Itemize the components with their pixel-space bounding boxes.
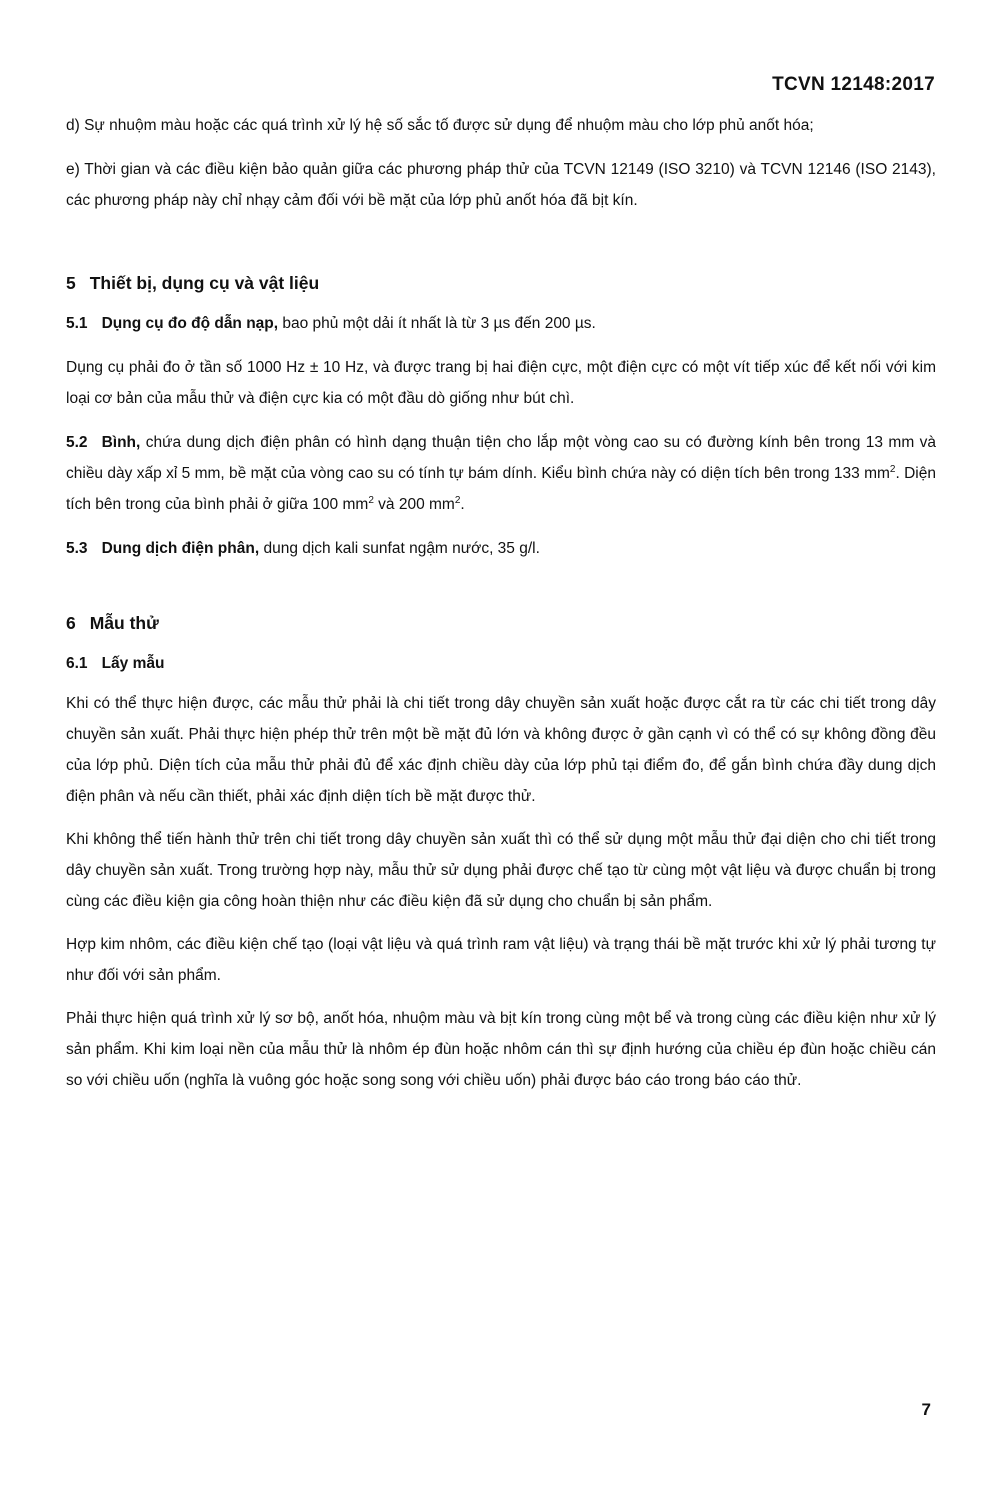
superscript: 2 xyxy=(889,463,896,475)
section-5-heading xyxy=(66,268,936,299)
clause-5-2 xyxy=(66,427,936,520)
clause-6-1-paragraph-4: Phải thực hiện quá trình xử lý sơ bộ, anốt hóa, nhuộm màu và bịt kín trong cùng một bể và trong cùng các điều kiện như xử lý sản phẩm. Khi kim loại nền của mẫu thử là nhôm ép đùn hoặc nhôm cán thì sự định hướng của chiều ép đùn hoặc chiều cán so với chiều uốn (nghĩa là vuông góc hoặc song song với chiều uốn) phải được báo cáo trong báo cáo thử. xyxy=(66,1010,936,1089)
clause-6-1-title: Lấy mẫu xyxy=(101,655,165,672)
page-number: 7 xyxy=(921,1400,931,1419)
section-6-heading xyxy=(66,608,936,639)
clause-5-1 xyxy=(66,308,936,339)
section-5-title: Thiết bị, dụng cụ và vật liệu xyxy=(89,273,320,293)
clause-5-3-number: 5.3 xyxy=(66,540,88,557)
clause-5-2-text-d: . xyxy=(460,496,465,513)
list-item-d: d) Sự nhuộm màu hoặc các quá trình xử lý hệ số sắc tố được sử dụng để nhuộm màu cho lớp phủ anốt hóa; xyxy=(66,117,814,134)
section-6-title: Mẫu thử xyxy=(89,613,159,633)
clause-6-1-number: 6.1 xyxy=(66,655,88,672)
clause-5-2-text-c: và 200 mm xyxy=(373,496,455,513)
superscript: 2 xyxy=(368,494,374,506)
clause-6-1-paragraph-1: Khi có thể thực hiện được, các mẫu thử phải là chi tiết trong dây chuyền sản xuất hoặc được cắt ra từ các chi tiết trong dây chuyền sản xuất. Phải thực hiện phép thử trên một bề mặt đủ lớn và không được ở gần cạnh vì có thể có sự không đồng đều của lớp phủ. Diện tích của mẫu thử phải đủ để xác định chiều dày của lớp phủ tại điểm đo, để gắn bình chứa đầy dung dịch điện phân và nếu cần thiết, phải xác định diện tích bề mặt được thử. xyxy=(66,695,936,805)
clause-5-2-term: Bình, xyxy=(101,434,141,451)
section-6-number: 6 xyxy=(66,613,76,633)
clause-5-2-text-a: chứa dung dịch điện phân có hình dạng thuận tiện cho lắp một vòng cao su có đường kính bên trong 13 mm và chiều dày xấp xỉ 5 mm, bề mặt của vòng cao su có tính tự bám dính. Kiểu bình chứa này có diện tích bên trong 133 mm xyxy=(66,434,936,482)
clause-6-1-heading xyxy=(66,648,936,679)
clause-5-1-number: 5.1 xyxy=(66,315,88,332)
superscript: 2 xyxy=(454,494,461,506)
clause-6-1-paragraph-2: Khi không thể tiến hành thử trên chi tiết trong dây chuyền sản xuất thì có thể sử dụng một mẫu thử đại diện cho chi tiết trong dây chuyền sản xuất. Trong trường hợp này, mẫu thử sử dụng phải được chế tạo từ cùng một vật liệu và được chuẩn bị trong cùng các điều kiện gia công hoàn thiện như các điều kiện đã sử dụng cho chuẩn bị sản phẩm. xyxy=(66,831,936,910)
clause-5-1-text: bao phủ một dải ít nhất là từ 3 µs đến 200 µs. xyxy=(282,315,596,332)
page-content xyxy=(66,110,936,1096)
clause-5-2-number: 5.2 xyxy=(66,434,88,451)
clause-5-3 xyxy=(66,533,936,564)
document-code: TCVN 12148:2017 xyxy=(772,74,935,95)
section-5-number: 5 xyxy=(66,273,76,293)
clause-5-2-text-b: . Diện tích bên trong của bình phải ở giữa 100 mm xyxy=(66,465,936,513)
clause-5-1-paragraph: Dụng cụ phải đo ở tần số 1000 Hz ± 10 Hz, và được trang bị hai điện cực, một điện cực có một vít tiếp xúc để kết nối với kim loại cơ bản của mẫu thử và điện cực kia có một đầu dò giống như bút chì. xyxy=(66,359,936,407)
clause-6-1-paragraph-3: Hợp kim nhôm, các điều kiện chế tạo (loại vật liệu và quá trình ram vật liệu) và trạng thái bề mặt trước khi xử lý phải tương tự như đối với sản phẩm. xyxy=(66,936,936,984)
clause-5-3-term: Dung dịch điện phân, xyxy=(101,540,260,557)
clause-5-1-term: Dụng cụ đo độ dẫn nạp, xyxy=(101,315,279,332)
clause-5-3-text: dung dịch kali sunfat ngậm nước, 35 g/l. xyxy=(263,540,540,557)
list-item-e: e) Thời gian và các điều kiện bảo quản giữa các phương pháp thử của TCVN 12149 (ISO 3210) và TCVN 12146 (ISO 2143), các phương pháp này chỉ nhạy cảm đối với bề mặt của lớp phủ anốt hóa đã bịt kín. xyxy=(66,161,936,209)
